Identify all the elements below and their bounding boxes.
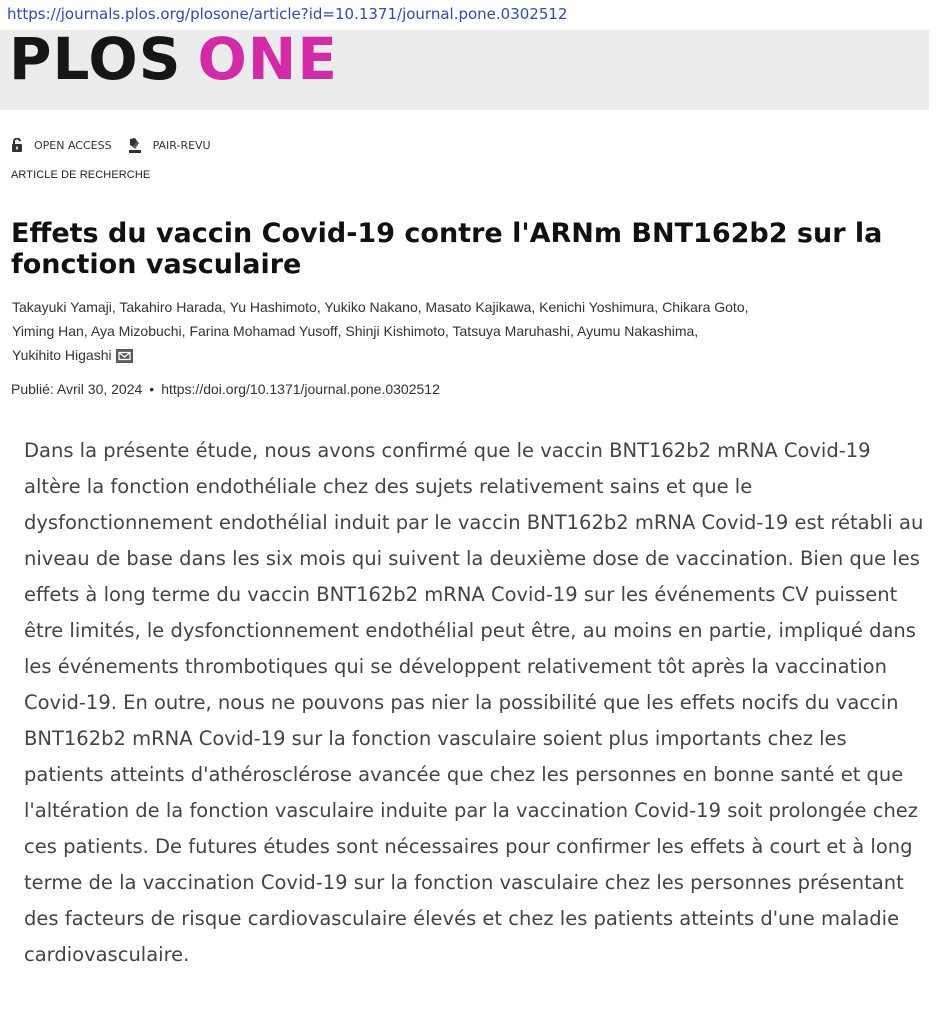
article-title: Effets du vaccin Covid-19 contre l'ARNm BNT162b2 sur la fonction vasculaire xyxy=(11,218,883,280)
author-link[interactable]: Takahiro Harada xyxy=(119,299,223,315)
author-link[interactable]: Yukiko Nakano xyxy=(324,299,418,315)
peer-reviewed-badge[interactable] xyxy=(128,137,211,154)
author-link[interactable]: Yu Hashimoto xyxy=(229,299,317,315)
peer-reviewed-icon xyxy=(128,137,142,154)
author-link[interactable]: Aya Mizobuchi xyxy=(90,323,182,339)
separator-dot: • xyxy=(149,381,155,397)
author-link[interactable]: Takayuki Yamaji xyxy=(12,299,112,315)
logo-one-text: ONE xyxy=(197,25,338,93)
author-link[interactable]: Farina Mohamad Yusoff xyxy=(189,323,338,339)
envelope-icon[interactable] xyxy=(116,349,133,363)
author-link[interactable]: Yukihito Higashi xyxy=(12,347,112,363)
open-lock-icon xyxy=(11,138,23,152)
doi-link[interactable]: https://doi.org/10.1371/journal.pone.0302512 xyxy=(161,381,440,397)
publication-line xyxy=(11,381,440,397)
article-type-label: ARTICLE DE RECHERCHE xyxy=(11,169,151,181)
author-link[interactable]: Kenichi Yoshimura xyxy=(539,299,655,315)
plos-one-logo[interactable] xyxy=(9,25,338,93)
open-access-badge[interactable] xyxy=(11,138,112,152)
author-link[interactable]: Chikara Goto xyxy=(662,299,745,315)
open-access-label: OPEN ACCESS xyxy=(34,138,112,152)
article-url-link[interactable]: https://journals.plos.org/plosone/article?id=10.1371/journal.pone.0302512 xyxy=(7,5,568,23)
article-badges xyxy=(11,136,227,154)
author-link[interactable]: Tatsuya Maruhashi xyxy=(452,323,571,339)
author-link[interactable]: Shinji Kishimoto xyxy=(345,323,445,339)
author-link[interactable]: Masato Kajikawa xyxy=(425,299,532,315)
author-list: Takayuki Yamaji, Takahiro Harada, Yu Hashimoto, Yukiko Nakano, Masato Kajikawa, Kenichi Yoshimura, Chikara Goto, Yiming Han, Aya Mizobuchi, Farina Mohamad Yusoff, Shinji Kishimoto, Tatsuya Maruhashi, Ayumu Nakashima, Yukihito Higashi xyxy=(12,299,749,363)
author-link[interactable]: Yiming Han xyxy=(12,323,84,339)
peer-reviewed-label: PAIR-REVU xyxy=(152,138,211,152)
published-date: Publié: Avril 30, 2024 xyxy=(11,381,143,397)
author-link[interactable]: Ayumu Nakashima xyxy=(577,323,695,339)
logo-plos-text: PLOS xyxy=(9,25,182,93)
abstract-paragraph: Dans la présente étude, nous avons confirmé que le vaccin BNT162b2 mRNA Covid-19 altère la fonction endothéliale chez des sujets relativement sains et que le dysfonctionnement endothélial induit par le vaccin BNT162b2 mRNA Covid-19 est rétabli au niveau de base dans les six mois qui suivent la deuxième dose de vaccination. Bien que les effets à long terme du vaccin BNT162b2 mRNA Covid-19 sur les événements CV puissent être limités, le dysfonctionnement endothélial peut être, au moins en partie, impliqué dans les événements thrombotiques qui se développent relativement tôt après la vaccination Covid-19. En outre, nous ne pouvons pas nier la possibilité que les effets nocifs du vaccin BNT162b2 mRNA Covid-19 sur la fonction vasculaire soient plus importants chez les patients atteints d'athérosclérose avancée que chez les personnes en bonne santé et que l'altération de la fonction vasculaire induite par la vaccination Covid-19 soit prolongée chez ces patients. De futures études sont nécessaires pour confirmer les effets à court et à long terme de la vaccination Covid-19 sur la fonction vasculaire chez les personnes présentant des facteurs de risque cardiovasculaire élevés et chez les patients atteints d'une maladie cardiovasculaire. xyxy=(24,439,924,966)
